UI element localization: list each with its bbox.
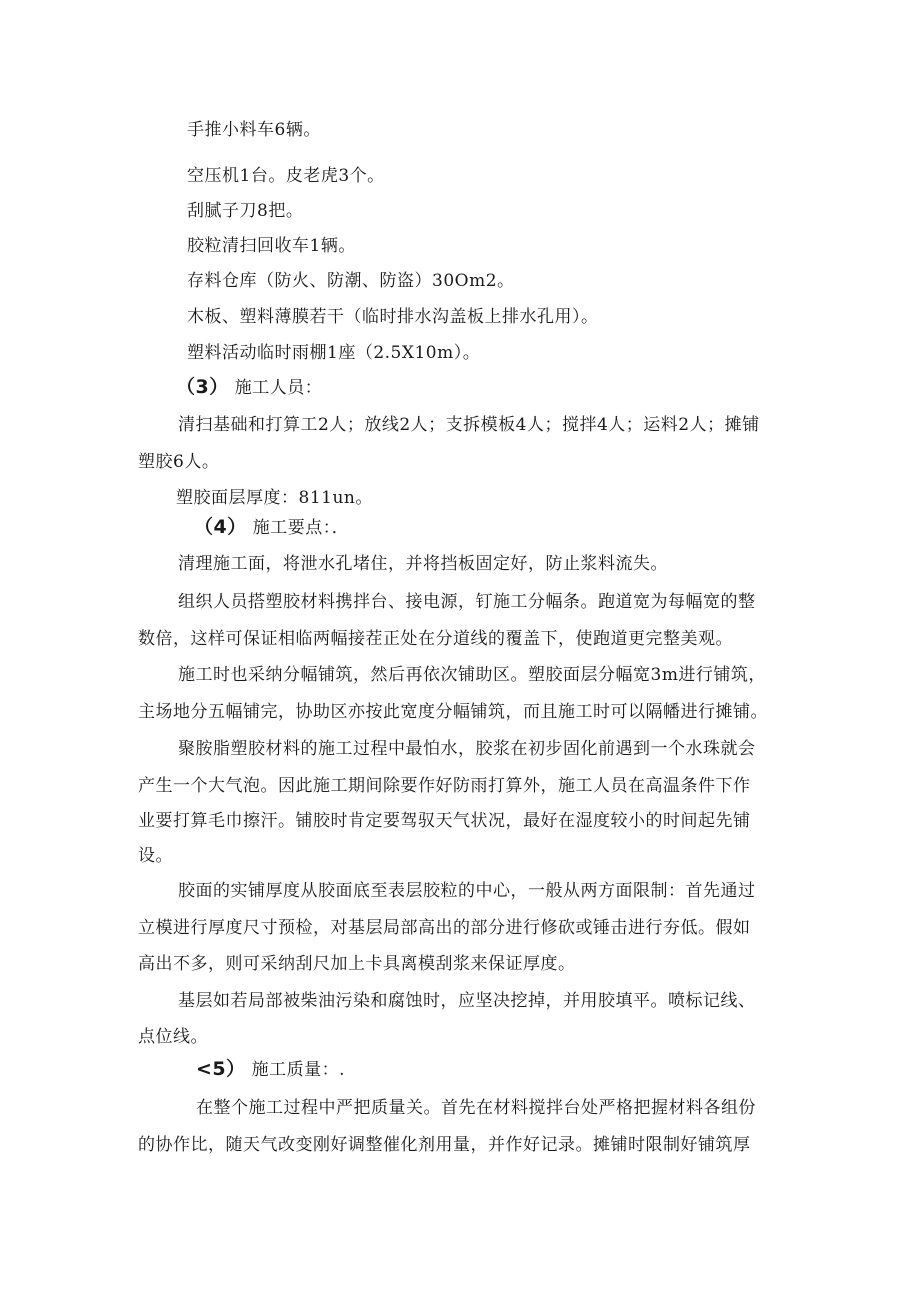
equipment-item-sweeper: 胶粒清扫回收车1辆。 — [187, 236, 356, 256]
point-4-line-1: 聚胺脂塑胶材料的施工过程中最怕水，胶浆在初步固化前遇到一个水珠就会 — [178, 739, 756, 759]
point-4-line-2: 产生一个大气泡。因此施工期间除要作好防雨打算外，施工人员在高温条件下作 — [138, 776, 751, 796]
section-4-number: （4） — [194, 516, 247, 538]
point-6-line-1: 基层如若局部被柴油污染和腐蚀时，应坚决挖掉，并用胶填平。喷标记线、 — [178, 991, 756, 1011]
equipment-item-cart: 手推小料车6辆。 — [187, 120, 321, 140]
section-4-title: 施工要点：． — [252, 518, 350, 538]
equipment-item-warehouse: 存料仓库（防火、防潮、防盗）30Om2。 — [187, 271, 515, 291]
section-3-heading — [176, 376, 322, 399]
equipment-item-boards: 木板、塑料薄膜若干（临时排水沟盖板上排水孔用）。 — [187, 307, 599, 327]
section-4-heading — [194, 516, 349, 539]
quality-line-2: 的协作比，随天气改变刚好调整催化剂用量，并作好记录。摊铺时限制好铺筑厚 — [138, 1135, 751, 1155]
equipment-item-shed: 塑料活动临时雨棚1座（2.5X10m）。 — [187, 343, 481, 363]
quality-line-1: 在整个施工过程中严把质量关。首先在材料搅拌台处严格把握材料各组份 — [196, 1098, 756, 1118]
equipment-item-putty-knife: 刮腻子刀8把。 — [187, 201, 304, 221]
point-3-line-1: 施工时也采纳分幅铺筑，然后再依次铺助区。塑胶面层分幅宽3m进行铺筑， — [178, 665, 766, 685]
point-4-line-4: 设。 — [138, 846, 173, 866]
point-1: 清理施工面，将泄水孔堵住，并将挡板固定好，防止浆料流失。 — [178, 554, 668, 574]
section-3-number: （3） — [176, 376, 229, 398]
personnel-line-2: 塑胶6人。 — [138, 452, 220, 472]
section-5-title: 施工质量：. — [251, 1060, 346, 1080]
section-3-title: 施工人员： — [234, 378, 323, 398]
point-3-line-2: 主场地分五幅铺完，协助区亦按此宽度分幅铺筑，而且施工时可以隔幡进行摊铺。 — [138, 702, 768, 722]
equipment-item-compressor: 空压机1台。皮老虎3个。 — [187, 166, 385, 186]
point-4-line-3: 业要打算毛巾擦汗。铺胶时肯定要驾驭天气状况，最好在湿度较小的时间起先铺 — [138, 811, 751, 831]
point-5-line-3: 高出不多，则可采纳刮尺加上卡具离模刮浆来保证厚度。 — [138, 954, 576, 974]
point-6-line-2: 点位线。 — [138, 1027, 208, 1047]
section-5-number: <5） — [196, 1058, 246, 1080]
section-5-heading — [196, 1058, 345, 1081]
point-2-line-2: 数倍，这样可保证相临两幅接茬正处在分道线的覆盖下，使跑道更完整美观。 — [138, 629, 733, 649]
point-5-line-1: 胶面的实铺厚度从胶面底至表层胶粒的中心，一般从两方面限制：首先通过 — [178, 881, 756, 901]
point-5-line-2: 立模进行厚度尺寸预检，对基层局部高出的部分进行修砍或锤击进行夯低。假如 — [138, 918, 751, 938]
personnel-line-1: 清扫基础和打算工2人；放线2人；支拆模板4人；搅拌4人；运料2人；摊铺 — [178, 415, 760, 435]
point-2-line-1: 组织人员搭塑胶材料携拌台、接电源，钉施工分幅条。跑道宽为每幅宽的整 — [178, 592, 756, 612]
layer-thickness: 塑胶面层厚度：811un。 — [176, 488, 373, 508]
